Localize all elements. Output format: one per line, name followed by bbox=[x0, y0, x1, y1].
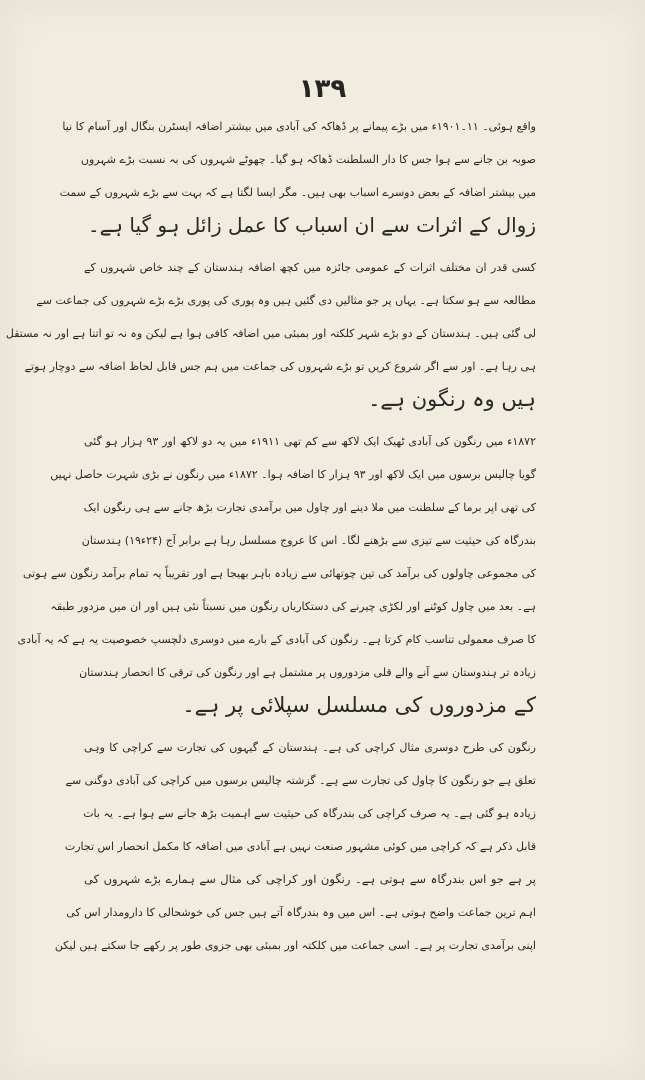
text-line: پر ہے جو اس بندرگاہ سے ہوتی ہے۔ رنگون اور کراچی کی مثال سے ہمارے بڑے شہروں کی bbox=[84, 872, 536, 886]
text-line: رنگون کی طرح دوسری مثال کراچی کی ہے۔ ہندستان کے گیہوں کی تجارت سے کراچی کا وہی bbox=[84, 741, 536, 754]
paragraph bbox=[5, 251, 536, 416]
text-line: قابل ذکر ہے کہ کراچی میں کوئی مشہور صنعت نہیں ہے آبادی میں اضافہ کا مکمل انحصار اس تجارت bbox=[64, 840, 536, 853]
text-line: گویا چالیس برسوں میں ایک لاکھ اور ۹۳ ہزار کا اضافہ ہوا۔ ۱۸۷۲ء میں رنگون نے بڑی شہرت حاصل نہیں bbox=[50, 468, 536, 481]
text-line: بندرگاہ کی حیثیت سے تیزی سے بڑھنے لگا۔ اس کا عروج مسلسل رہا ہے برابر آج (۲۴ء۱۹) ہندستان bbox=[81, 534, 536, 547]
text-line: ہی رہا ہے۔ اور سے اگر شروع کریں تو بڑے شہروں کی جماعت میں ہم جس قابل لحاظ اضافہ سے دوچار ہوتے bbox=[24, 360, 536, 373]
text-line: تعلق ہے جو رنگون کا چاول کی تجارت سے ہے۔ گزشتہ چالیس برسوں میں کراچی کی آبادی دوگنی سے bbox=[65, 774, 536, 787]
text-line: زوال کے اثرات سے ان اسباب کا عمل زائل ہو گیا ہے۔ bbox=[87, 213, 536, 237]
paragraph bbox=[54, 731, 536, 962]
text-line: ہے۔ بعد میں چاول کوٹنے اور لکڑی چیرنے کی دستکاریاں رنگون میں نسبتاً نئی ہیں اور ان میں مزدور طبقہ bbox=[50, 600, 536, 613]
text-line: کسی قدر ان مختلف اثرات کے عمومی جائزہ میں کچھ اضافہ ہندستان کے چند خاص شہروں کے bbox=[84, 261, 536, 274]
text-line: کی مجموعی چاولوں کی برآمد کی تین چوتھائی سے زیادہ باہر بھیجا ہے اور تقریباً یہ تمام برآمد رنگون سے ہوتی bbox=[22, 567, 536, 580]
text-line: کا صرف معمولی تناسب کام کرتا ہے۔ رنگون کی آبادی کے بارے میں دوسری دلچسپ خصوصیت یہ ہے کہ یہ آبادی bbox=[17, 633, 536, 646]
page-number: ۱۳۹ bbox=[298, 74, 347, 104]
text-line: کے مزدوروں کی مسلسل سپلائی پر ہے۔ bbox=[182, 693, 536, 717]
text-line: ۱۸۷۲ء میں رنگون کی آبادی ٹھیک ایک لاکھ سے کم تھی ۱۹۱۱ء میں یہ دو لاکھ اور ۹۳ ہزار ہو گئی bbox=[84, 435, 536, 448]
paragraph bbox=[59, 110, 536, 242]
text-line: مطالعہ سے ہو سکتا ہے۔ یہاں پر جو مثالیں دی گئیں ہیں وہ پوری کی پوری بڑے بڑے شہروں کی جماعت سے bbox=[36, 294, 536, 307]
text-line: اپنی برآمدی تجارت پر ہے۔ اسی جماعت میں کلکتہ اور بمبئی بھی جزوی طور پر رکھے جا سکتے ہیں لیکن bbox=[54, 939, 536, 952]
text-line: زیادہ ہو گئی ہے۔ یہ صرف کراچی کی بندرگاہ کی حیثیت سے اہمیت بڑھ جانے سے ہوا ہے۔ یہ بات bbox=[83, 807, 536, 820]
text-line: کی تھی اپر برما کے سلطنت میں ملا دینے اور چاول میں برآمدی تجارت بڑھ جانے سے ہی رنگون ایک bbox=[83, 501, 536, 514]
text-line: ہیں وہ رنگون ہے۔ bbox=[368, 387, 536, 411]
text-line: میں بیشتر اضافہ کے بعض دوسرے اسباب بھی ہیں۔ مگر ایسا لگتا ہے کہ بہت سے بڑے شہروں کے سمت bbox=[59, 186, 536, 199]
text-line: اہم ترین جماعت واضح ہوتی ہے۔ اس میں وہ بندرگاہ آتے ہیں جس کی خوشحالی کا دارومدار اس کی bbox=[66, 906, 536, 919]
text-line: زیادہ تر ہندوستان سے آنے والے قلی مزدوروں پر مشتمل ہے اور رنگون کی ترقی کا انحصار ہندستان bbox=[79, 666, 536, 679]
body-text bbox=[5, 110, 536, 971]
paragraph bbox=[17, 425, 536, 722]
text-line: واقع ہوئی۔ ۱۱۔۱۹۰۱ء میں بڑے پیمانے پر ڈھاکہ کی آبادی میں بیشتر اضافہ ایسٹرن بنگال اور آسام کا نیا bbox=[62, 120, 536, 133]
text-line: صوبہ بن جانے سے ہوا جس کا دار السلطنت ڈھاکہ ہو گیا۔ چھوٹے شہروں کی بہ نسبت بڑے شہروں bbox=[80, 153, 536, 166]
text-line: لی گئی ہیں۔ ہندستان کے دو بڑے شہر کلکتہ اور بمبئی میں اضافہ کافی ہوا ہے لیکن وہ نہ تو اتنا ہے اور نہ مستقل bbox=[5, 327, 536, 340]
